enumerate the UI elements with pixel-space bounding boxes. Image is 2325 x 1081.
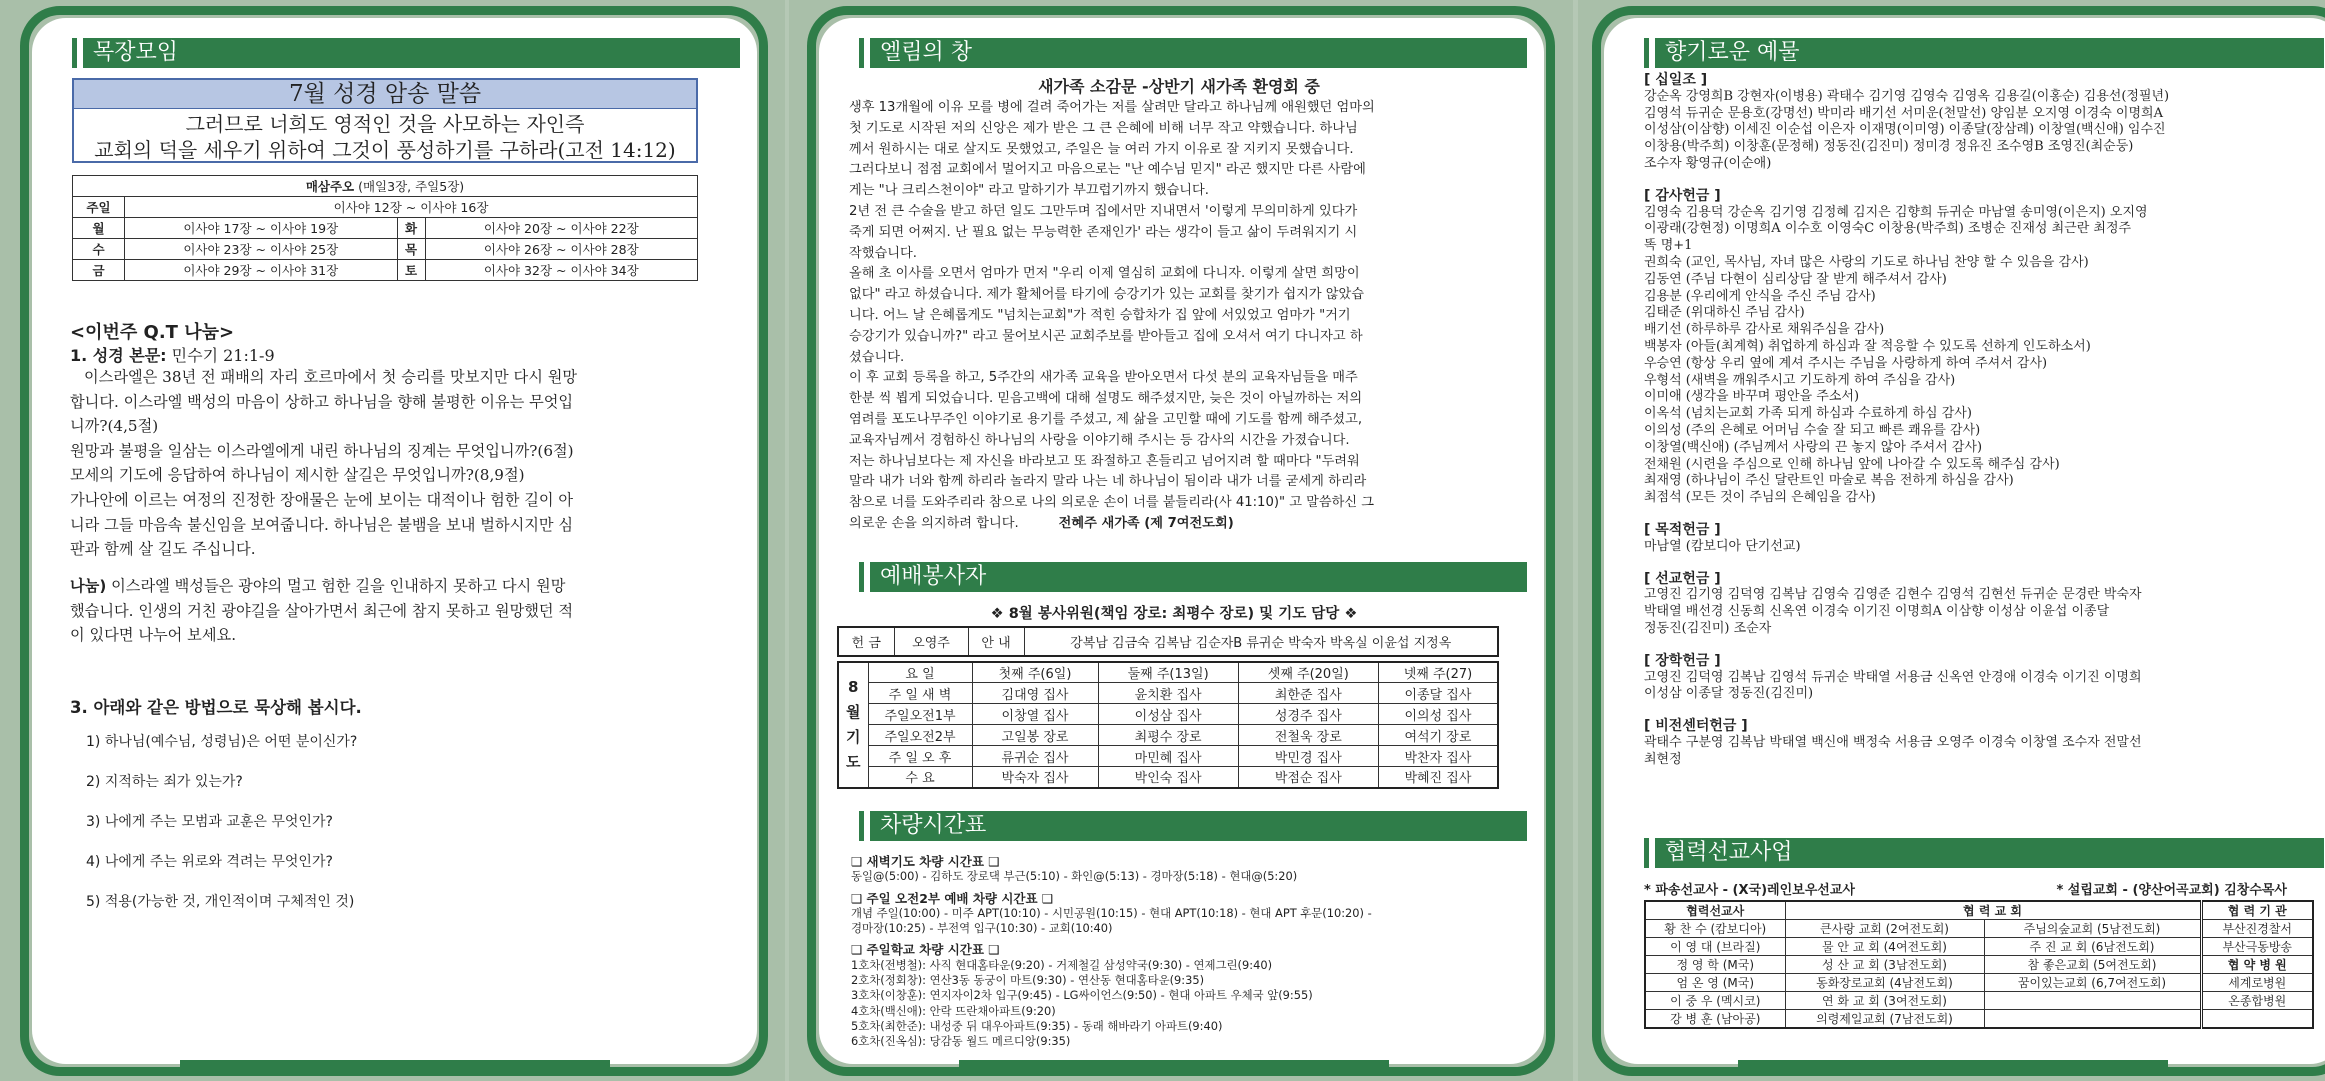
service-month: 8월기도 [838, 662, 868, 788]
service-cell: 마민혜 집사 [1098, 746, 1238, 767]
bus-schedule [851, 854, 1511, 1050]
section-header-title: 향기로운 예물 [1655, 38, 1812, 68]
offering-line: 똑 명+1 [1644, 238, 1693, 254]
mission-cell: 연 화 교 회 (3여전도회) [1785, 992, 1984, 1010]
reading-day: 금 [73, 260, 125, 281]
mission-planted: * 설립교회 - (양산어곡교회) 김창수목사 [2056, 883, 2287, 898]
reading-range: 이사야 26장 ~ 이사야 28장 [425, 239, 698, 260]
service-cell: 최한준 집사 [1238, 683, 1378, 704]
service-subtitle: ❖ 8월 봉사위원(책임 장로: 최평수 장로) 및 기도 담당 ❖ [990, 606, 1358, 622]
bus-section-title: ❑ 주일 오전2부 예배 차량 시간표 ❑ [851, 890, 1054, 906]
testimony-line: 이 후 교회 등록을 하고, 5주간의 새가족 교육을 받아오면서 다섯 분의 교육자님들을 매주 [849, 370, 1358, 386]
mission-cell: 주님의숲교회 (5남전도회) [1984, 920, 2201, 938]
testimony-line: 니다. 어느 날 은혜롭게도 "넘치는교회"가 적힌 승합차가 집 앞에 서있었고 엄마가 "거기 [849, 307, 1351, 323]
memory-verse-box [72, 78, 698, 163]
qt-line: 합니다. 이스라엘 백성의 마음이 상하고 하나님을 향해 불평한 이유는 무엇입 [70, 392, 574, 411]
service-cell: 주 일 새 벽 [868, 683, 972, 704]
memory-verse-title: 7월 성경 암송 말씀 [74, 80, 696, 109]
offering-group-title: [ 비전센터헌금 ] [1644, 718, 1748, 735]
share-body [70, 574, 702, 648]
offering-list [1644, 72, 2316, 768]
bus-line: 경마장(10:25) - 부전역 입구(10:30) - 교회(10:40) [851, 921, 1113, 936]
reading-range: 이사야 12장 ~ 이사야 16장 [125, 197, 698, 218]
testimony-line: 첫 기도로 시작된 저의 신앙은 제가 받은 그 큰 은혜에 비해 너무 작고 약했습니다. 하나님 [849, 120, 1358, 136]
testimony-line: 염려를 포도나무주인 이야기로 용기를 주셨고, 제 삶을 고민할 때에 기도를 함께 해주셨고, [849, 411, 1363, 427]
panel-elim-window [789, 0, 1573, 1081]
testimony-line: 그러다보니 점점 교회에서 멀어지고 마음으로는 "난 예수님 믿지" 라곤 했지만 다른 사람에 [849, 162, 1366, 178]
section-header-title: 협력선교사업 [1655, 838, 1805, 868]
offering-line: 김용분 (우리에게 안식을 주신 주님 감사) [1644, 288, 1876, 304]
service-col-header: 첫째 주(6일) [972, 662, 1098, 683]
offering-line: 고영진 김덕영 김복남 김영석 듀귀순 박태열 서용금 신옥연 안경애 이경숙 이기진 이명희 [1644, 669, 2142, 685]
service-cell: 박혜진 집사 [1378, 767, 1498, 788]
meditation-title: 3. 아래와 같은 방법으로 묵상해 봅시다. [70, 698, 362, 717]
testimony-line: 저는 하나님보다는 제 자신을 바라보고 또 좌절하고 흔들리고 넘어지려 할 때마다 "두려워 [849, 453, 1360, 469]
offering-line: 정동진(김진미) 조순자 [1644, 620, 1772, 636]
section-header-title: 예배봉사자 [870, 562, 998, 592]
offering-line: 전채원 (시련을 주심으로 인해 하나님 앞에 나아갈 수 있도록 해주심 감사) [1644, 456, 2060, 472]
mission-cell: 협 약 병 원 [2201, 956, 2313, 974]
reading-day: 목 [397, 239, 425, 260]
testimony-line: 승강기가 있습니까?" 라고 물어보시곤 교회주보를 받아들고 집에 오셔서 여기 다니자고 하 [849, 328, 1363, 344]
testimony-line: 말라 내가 너와 함께 하리라 놀라지 말라 나는 네 하나님이 됨이라 내가 너를 굳세게 하리라 [849, 474, 1367, 490]
testimony-line: 올해 초 이사를 오면서 엄마가 먼저 "우리 이제 열심히 교회에 다니자. 이렇게 살면 희망이 [849, 266, 1360, 282]
testimony-line: 의로운 손을 의지하려 합니다. [849, 515, 1019, 531]
mission-cell: 부산극동방송 [2201, 938, 2313, 956]
bus-line: 6호차(진옥심): 당감동 월드 메르디앙(9:35) [851, 1034, 1071, 1049]
offering-name: 오영주 [894, 627, 968, 656]
reading-plan-table [72, 175, 698, 281]
service-cell: 주일오전1부 [868, 704, 972, 725]
service-col-header: 셋째 주(20일) [1238, 662, 1378, 683]
mission-cell: 강 병 훈 (남아공) [1645, 1010, 1785, 1029]
mission-col-header: 협력선교사 [1645, 901, 1785, 920]
service-col-header: 요 일 [868, 662, 972, 683]
section-header [859, 562, 1527, 592]
offering-group-title: [ 십일조 ] [1644, 72, 1708, 88]
testimony-line: 셨습니다. [849, 349, 905, 365]
offering-line: 김영석 듀귀순 문용호(강명선) 박미라 배기선 서미운(천말선) 양임분 오지영 이경숙 이명희A [1644, 105, 2163, 121]
service-col-header: 둘째 주(13일) [1098, 662, 1238, 683]
meditation-item: 5) 적용(가능한 것, 개인적이며 구체적인 것) [86, 894, 355, 910]
offering-line: 배기선 (하루하루 감사로 채워주심을 감사) [1644, 322, 1885, 338]
testimony-title: 새가족 소감문 -상반기 새가족 환영회 중 [1038, 77, 1320, 96]
service-cell: 이성삼 집사 [1098, 704, 1238, 725]
bus-line: 3호차(이창훈): 연지자이2차 입구(9:45) - LG싸이언스(9:50) - 현대 아파트 우체국 앞(9:55) [851, 988, 1313, 1003]
offering-line: 김동연 (주님 다현이 심리상담 잘 받게 해주셔서 감사) [1644, 271, 1947, 287]
meditation-item: 1) 하나님(예수님, 성령님)은 어떤 분이신가? [86, 734, 358, 750]
offering-line: 이의성 (주의 은혜로 어머님 수술 잘 되고 빠른 쾌유를 감사) [1644, 422, 1981, 438]
reading-day: 월 [73, 218, 125, 239]
offering-line: 마남열 (캄보디아 단기선교) [1644, 538, 1801, 554]
decorative-bar [1738, 1060, 2168, 1070]
service-cell: 이창열 집사 [972, 704, 1098, 725]
testimony-line: 죽게 되면 어쩌지. 난 필요 없는 무능력한 존재인가' 라는 생각이 들고 삶이 두려워지기 시 [849, 224, 1358, 240]
mission-cell: 엄 온 영 (M국) [1645, 974, 1785, 992]
meditation-item: 2) 지적하는 죄가 있는가? [86, 774, 243, 790]
reading-day: 화 [397, 218, 425, 239]
service-cell: 박점순 집사 [1238, 767, 1378, 788]
offering-line: 김태준 (위대하신 주님 감사) [1644, 305, 1805, 321]
mission-cell: 주 진 교 회 (6남전도회) [1984, 938, 2201, 956]
mission-cell: 세계로병원 [2201, 974, 2313, 992]
offering-line: 권희숙 (교인, 목사님, 자녀 많은 사랑의 기도로 하나님 찬양 할 수 있음을 감사) [1644, 254, 2089, 270]
mission-sent: * 파송선교사 - (X국)레인보우선교사 [1644, 883, 1855, 898]
mission-cell: 정 영 학 (M국) [1645, 956, 1785, 974]
service-cell: 전철욱 장로 [1238, 725, 1378, 746]
qt-body [70, 365, 702, 562]
mission-cell: 물 안 교 회 (4여전도회) [1785, 938, 1984, 956]
offering-table [837, 626, 1499, 657]
mission-cell: 이 중 우 (멕시코) [1645, 992, 1785, 1010]
mission-cell: 동화장로교회 (4남전도회) [1785, 974, 1984, 992]
reading-range: 이사야 23장 ~ 이사야 25장 [125, 239, 398, 260]
service-cell: 박민경 집사 [1238, 746, 1378, 767]
mission-cell [2201, 1010, 2313, 1029]
offering-line: 이광래(강현정) 이명희A 이수호 이영숙C 이창용(박주희) 조병순 진재성 최근란 최정주 [1644, 221, 2132, 237]
offering-line: 조수자 황영규(이순애) [1644, 155, 1772, 171]
memory-verse-line: 그러므로 너희도 영적인 것을 사모하는 자인즉 [185, 112, 585, 136]
offering-line: 이미애 (생각을 바꾸며 평안을 주소서) [1644, 389, 1860, 405]
service-cell: 류귀순 집사 [972, 746, 1098, 767]
bus-line: 동일@(5:00) - 김하도 장로댁 부근(5:10) - 화인@(5:13) - 경마장(5:18) - 현대@(5:20) [851, 869, 1298, 884]
offering-line: 이성삼 이종달 정동진(김진미) [1644, 686, 1814, 702]
section-header [1644, 838, 2324, 868]
testimony-line: 생후 13개월에 이유 모를 병에 걸려 죽어가는 저를 살려만 달라고 하나님께 애원했던 엄마의 [849, 100, 1375, 115]
service-cell: 성경주 집사 [1238, 704, 1378, 725]
offering-group-title: [ 목적헌금 ] [1644, 521, 1721, 538]
service-cell: 윤치환 집사 [1098, 683, 1238, 704]
usher-names: 강복남 김금숙 김복남 김순자B 류귀순 박숙자 박옥실 이윤섭 지정옥 [1024, 627, 1498, 656]
offering-line: 최현정 [1644, 751, 1682, 767]
qt-line: 가나안에 이르는 여정의 진정한 장애물은 눈에 보이는 대적이나 험한 길이 아 [70, 490, 574, 509]
testimony-line: 참으로 너를 도와주리라 참으로 나의 의로운 손이 너를 붙들리라(사 41:10)" 고 말씀하신 그 [849, 495, 1375, 511]
offering-line: 최재영 (하나님이 주신 달란트인 마술로 복음 전하게 하심을 감사) [1644, 473, 2014, 489]
qt-line: 원망과 불평을 일삼는 이스라엘에게 내린 하나님의 징계는 무엇입니까?(6절) [70, 441, 574, 460]
offering-line: 우형석 (새벽을 깨워주시고 기도하게 하여 주심을 감사) [1644, 372, 1956, 388]
testimony-line: 게는 "나 크리스천이야" 라고 말하기가 부끄럽기까지 했습니다. [849, 183, 1209, 199]
share-label: 나눔) [70, 577, 107, 595]
memory-verse-line: 교회의 덕을 세우기 위하여 그것이 풍성하기를 구하라(고전 14:12) [94, 138, 676, 162]
bus-line: 5호차(최한준): 내성중 뒤 대우아파트(9:35) - 동래 해바라기 아파트(9:40) [851, 1018, 1223, 1033]
service-cell: 수 요 [868, 767, 972, 788]
reading-range: 이사야 20장 ~ 이사야 22장 [425, 218, 698, 239]
qt-bible [70, 343, 275, 366]
offering-line: 이옥석 (넘치는교회 가족 되게 하심과 수료하게 하심 감사) [1644, 406, 1972, 422]
offering-group-title: [ 선교헌금 ] [1644, 570, 1721, 587]
testimony-line: 2년 전 큰 수술을 받고 하던 일도 그만두며 집에서만 지내면서 '이렇게 무의미하게 있다가 [849, 203, 1358, 219]
reading-range: 이사야 29장 ~ 이사야 31장 [125, 260, 398, 281]
qt-line: 모세의 기도에 응답하여 하나님이 제시한 살길은 무엇입니까?(8,9절) [70, 466, 525, 485]
reading-day: 주일 [73, 197, 125, 218]
usher-label: 안 내 [968, 627, 1024, 656]
mission-cell: 의령제일교회 (7남전도회) [1785, 1010, 1984, 1029]
bus-section-title: ❑ 새벽기도 차량 시간표 ❑ [851, 854, 1000, 869]
qt-bible-label: 1. 성경 본문: [70, 346, 167, 365]
service-cell: 박숙자 집사 [972, 767, 1098, 788]
section-header-title: 목장모임 [83, 38, 190, 68]
offering-line: 백봉자 (아들(최계혁) 취업하게 하심과 잘 적응할 수 있도록 선하게 인도하소서) [1644, 338, 2091, 354]
reading-range: 이사야 17장 ~ 이사야 19장 [125, 218, 398, 239]
qt-line: 니라 그들 마음속 불신임을 보여줍니다. 하나님은 불뱀을 보내 벌하시지만 심 [70, 515, 574, 534]
panel-offerings [1578, 0, 2325, 1081]
bus-line: 1호차(전병철): 사직 현대홈타운(9:20) - 거제철길 삼성약국(9:30) - 연제그린(9:40) [851, 957, 1273, 972]
section-header-title: 차량시간표 [870, 811, 998, 841]
mission-cell: 황 찬 수 (캄보디아) [1645, 920, 1785, 938]
mission-col-header: 협 력 기 관 [2201, 901, 2313, 920]
mission-cell [1984, 992, 2201, 1010]
offering-group-title: [ 장학헌금 ] [1644, 652, 1721, 669]
service-cell: 주일오전2부 [868, 725, 972, 746]
mission-cell: 부산진경찰서 [2201, 920, 2313, 938]
service-cell: 박찬자 집사 [1378, 746, 1498, 767]
offering-line: 이창용(박주희) 이창훈(문정해) 정동진(김진미) 정미경 정유진 조수영B 조영진(최순둥) [1644, 139, 2134, 155]
qt-line: 판과 함께 살 길도 주십니다. [70, 540, 256, 559]
service-cell: 최평수 장로 [1098, 725, 1238, 746]
share-line: 했습니다. 인생의 거친 광야길을 살아가면서 최근에 참지 못하고 원망했던 적 [70, 601, 574, 620]
mission-cell: 큰사랑 교회 (2여전도회) [1785, 920, 1984, 938]
service-cell: 고일봉 장로 [972, 725, 1098, 746]
offering-line: 우승연 (항상 우리 옆에 계셔 주시는 주님을 사랑하게 하여 주셔서 감사) [1644, 355, 2048, 371]
mission-cell [1984, 1010, 2201, 1029]
reading-plan-title: 매삼주오 (매일3장, 주일5장) [73, 176, 698, 197]
testimony-line: 작했습니다. [849, 245, 917, 261]
mission-cell: 이 영 대 (브라질) [1645, 938, 1785, 956]
service-table [837, 661, 1499, 789]
offering-line: 최점석 (모든 것이 주님의 은혜임을 감사) [1644, 490, 1876, 506]
mission-cell: 온종합병원 [2201, 992, 2313, 1010]
mission-cell: 참 좋은교회 (5여전도회) [1984, 956, 2201, 974]
reading-day: 토 [397, 260, 425, 281]
qt-line: 이스라엘은 38년 전 패배의 자리 호르마에서 첫 승리를 맛보지만 다시 원망 [84, 368, 578, 386]
meditation-item: 4) 나에게 주는 위로와 격려는 무엇인가? [86, 854, 333, 870]
bus-line: 2호차(정회창): 연산3동 동궁이 마트(9:30) - 연산동 현대홈타운(9:35) [851, 973, 1205, 988]
section-header [72, 38, 740, 68]
testimony-line: 교육자님께서 경험하신 하나님의 사랑을 이야기해 주시는 등 감사의 시간을 가졌습니다. [849, 432, 1350, 448]
testimony-author: 전혜주 새가족 (제 7여전도회) [1058, 515, 1234, 531]
share-line: 이스라엘 백성들은 광야의 멀고 험한 길을 인내하지 못하고 다시 원망 [111, 577, 566, 595]
qt-title: <이번주 Q.T 나눔> [70, 322, 235, 343]
service-cell: 이의성 집사 [1378, 704, 1498, 725]
offering-line: 이성삼(이삼향) 이세진 이순섭 이은자 이재명(이미영) 이종달(장삼례) 이창열(백신애) 임수진 [1644, 122, 2166, 138]
qt-bible-ref: 민수기 21:1-9 [171, 346, 275, 365]
mission-col-header: 협 력 교 회 [1785, 901, 2201, 920]
reading-range: 이사야 32장 ~ 이사야 34장 [425, 260, 698, 281]
service-cell: 이종달 집사 [1378, 683, 1498, 704]
section-header [859, 38, 1527, 68]
section-header [1644, 38, 2324, 68]
offering-line: 곽태수 구분영 김복남 박태열 백신애 백정숙 서용금 오영주 이경숙 이창열 조수자 전말선 [1644, 734, 2142, 750]
service-col-header: 넷째 주(27) [1378, 662, 1498, 683]
bus-section-title: ❑ 주일학교 차량 시간표 ❑ [851, 942, 1000, 958]
bus-line: 개념 주일(10:00) - 미주 APT(10:10) - 시민공원(10:15) - 현대 APT(10:18) - 현대 APT 후문(10:20) - [851, 905, 1372, 920]
share-line: 이 있다면 나누어 보세요. [70, 626, 237, 645]
decorative-bar [180, 1060, 610, 1070]
offering-group-title: [ 감사헌금 ] [1644, 187, 1721, 204]
panel-small-group [0, 0, 785, 1081]
offering-label: 헌 금 [838, 627, 894, 656]
testimony-line: 한분 씩 뵙게 되었습니다. 믿음고백에 대해 설명도 해주셨지만, 늦은 것이 아닐까하는 저의 [849, 391, 1363, 407]
decorative-bar [959, 1060, 1389, 1070]
mission-cell: 성 산 교 회 (3남전도회) [1785, 956, 1984, 974]
section-header-title: 엘림의 창 [870, 38, 984, 68]
testimony-body [849, 98, 1499, 535]
testimony-line: 께서 원하시는 대로 살지도 못했었고, 주일은 늘 여러 가지 이유로 잘 지키지 못했습니다. [849, 141, 1354, 157]
testimony-line: 없다" 라고 하셨습니다. 제가 활체어를 타기에 승강기가 있는 교회를 찾기가 쉽지가 않았습 [849, 287, 1364, 303]
service-cell: 여석기 장로 [1378, 725, 1498, 746]
offering-line: 강순옥 강영희B 강현자(이병용) 곽태수 김기영 김영숙 김영옥 김용길(이홍순) 김용선(정필년) [1644, 88, 2170, 104]
service-cell: 박인숙 집사 [1098, 767, 1238, 788]
meditation-item: 3) 나에게 주는 모범과 교훈은 무엇인가? [86, 814, 333, 830]
reading-day: 수 [73, 239, 125, 260]
offering-line: 김영숙 김용덕 강순옥 김기영 김정혜 김지은 김향희 듀귀순 마남열 송미영(이은지) 오지영 [1644, 204, 2148, 220]
section-header [859, 811, 1527, 841]
mission-cell: 꿈이있는교회 (6,7여전도회) [1984, 974, 2201, 992]
mission-table [1644, 900, 2314, 1029]
service-cell: 주 일 오 후 [868, 746, 972, 767]
offering-line: 이창열(백신애) (주님께서 사랑의 끈 놓지 않아 주셔서 감사) [1644, 439, 1983, 455]
offering-line: 고영진 김기영 김덕영 김복남 김영숙 김영준 김현수 김영석 김현선 듀귀순 문경란 박숙자 [1644, 587, 2142, 603]
meditation-list [86, 722, 357, 922]
qt-line: 니까?(4,5절) [70, 417, 159, 436]
service-cell: 김대영 집사 [972, 683, 1098, 704]
bus-line: 4호차(백신애): 안락 뜨란채아파트(9:20) [851, 1003, 1056, 1018]
offering-line: 박태열 배선경 신동희 신옥연 이경숙 이기진 이명희A 이삼향 이성삼 이윤섭 이종달 [1644, 604, 2110, 620]
